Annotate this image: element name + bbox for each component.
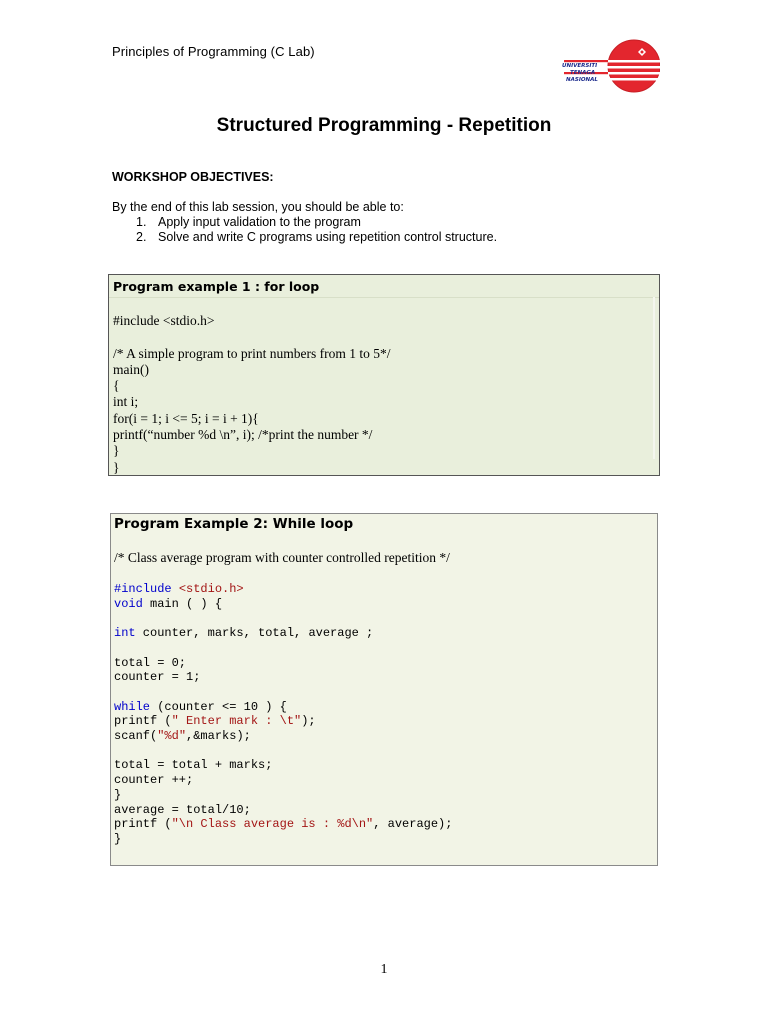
- university-logo-icon: [556, 38, 660, 94]
- header-course: Principles of Programming (C Lab): [112, 44, 315, 59]
- example-1-heading: Program example 1 : for loop: [113, 279, 320, 294]
- example-2-heading: Program Example 2: While loop: [114, 516, 354, 532]
- objective-item: 1. Apply input validation to the program: [136, 215, 361, 229]
- program-example-1-box: [108, 274, 660, 476]
- objectives-heading: WORKSHOP OBJECTIVES:: [112, 170, 274, 184]
- program-example-2-box: [110, 513, 658, 866]
- example-2-code: #include <stdio.h> void main ( ) { int counter, marks, total, average ; total = 0; counter = 1; while (counter <= 10 ) { printf (" Enter mark : \t"); scanf("%d",&marks); total = total + marks; counter ++; } average = total/10; printf ("\n Class average is : %d\n", average); }: [114, 582, 453, 846]
- document-title: Structured Programming - Repetition: [216, 115, 552, 136]
- page-number: 1: [380, 962, 388, 977]
- logo-text-3: NASIONAL: [566, 77, 598, 83]
- logo-text-2: TENAGA: [570, 70, 596, 76]
- example-2-comment: /* Class average program with counter controlled repetition */: [114, 550, 450, 565]
- objectives-intro: By the end of this lab session, you should be able to:: [112, 200, 404, 214]
- logo-text-1: UNIVERSITI: [562, 63, 598, 69]
- objective-item: 2. Solve and write C programs using repetition control structure.: [136, 230, 498, 244]
- example-1-code: #include <stdio.h> /* A simple program to print numbers from 1 to 5*/ main() { int i; for(i = 1; i <= 5; i = i + 1){ printf(“number %d \n”, i); /*print the number */ } }: [113, 313, 391, 475]
- objectives-list: [136, 215, 497, 245]
